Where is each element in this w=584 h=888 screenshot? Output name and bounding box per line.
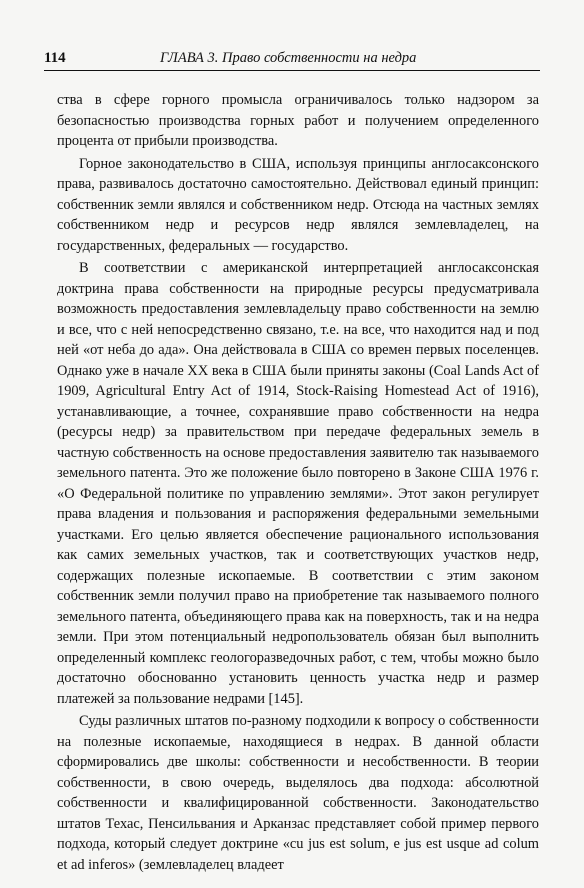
paragraph: Суды различных штатов по-разному подходили к вопросу о собственности на полезные ископаемые, находящиеся в недрах. В данной области сформировались две школы: собственности и несобственности. В теории собственности, в свою очередь, выделялось два подхода: абсолютной собственности и квалифицированной собственности. Законодательство штатов Техас, Пенсильвания и Арканзас представляет собой пример первого подхода, который следует доктрине «cu jus est solum, e jus est usque ad colum et ad inferos» (землевладелец владеет bbox=[57, 713, 539, 873]
page-body bbox=[57, 90, 539, 875]
page-header bbox=[44, 48, 540, 71]
paragraph-continuation: ства в сфере горного промысла ограничивалось только надзором за безопасностью производства горных работ и получением определенного процента от прибыли производства. bbox=[57, 92, 539, 149]
paragraph: В соответствии с американской интерпретацией англосаксонская доктрина права собственности на природные ресурсы предусматривала возможность предоставления землевладельцу право собственности на землю и все, что с ней непосредственно связано, т.е. на все, что находится над и под ней «от неба до ада». Она действовала в США со времен первых поселенцев. Однако уже в начале XX века в США были приняты законы (Coal Lands Act of 1909, Agricultural Entry Act of 1914, Stock-Raising Homestead Act of 1916), устанавливающие, а точнее, сохранявшие право собственности на недра (ресурсы недр) за правительством при передаче федеральных земель в частную собственность на основе предоставления заявителю так называемого земельного патента. Это же положение было повторено в Законе США 1976 г. «О Федеральной политике по управлению землями». Этот закон регулирует права владения и пользования и распоряжения федеральными земельными участками. Его целью является обеспечение рационального использования как самих земельных участков, так и соответствующих участков недр, содержащих полезные ископаемые. В соответствии с этим законом собственник земли получил право на приобретение так называемого полного земельного патента, объединяющего права как на поверхность, так и на недра земли. При этом потенциальный недропользователь обязан был выполнить определенный комплекс геологоразведочных работ, с тем, чтобы можно было достаточно обоснованно установить ценность участка недр и размер платежей за пользование недрами [145]. bbox=[57, 260, 539, 707]
running-head: ГЛАВА 3. Право собственности на недра bbox=[160, 50, 417, 66]
paragraph: Горное законодательство в США, используя принципы англосаксонского права, развивалось достаточно самостоятельно. Действовал единый принцип: собственник земли являлся и собственником недр. Отсюда на частных землях собственником недр и ресурсов недр являлся землевладелец, на государственных, федеральных — государство. bbox=[57, 155, 539, 254]
page-number: 114 bbox=[44, 50, 66, 66]
